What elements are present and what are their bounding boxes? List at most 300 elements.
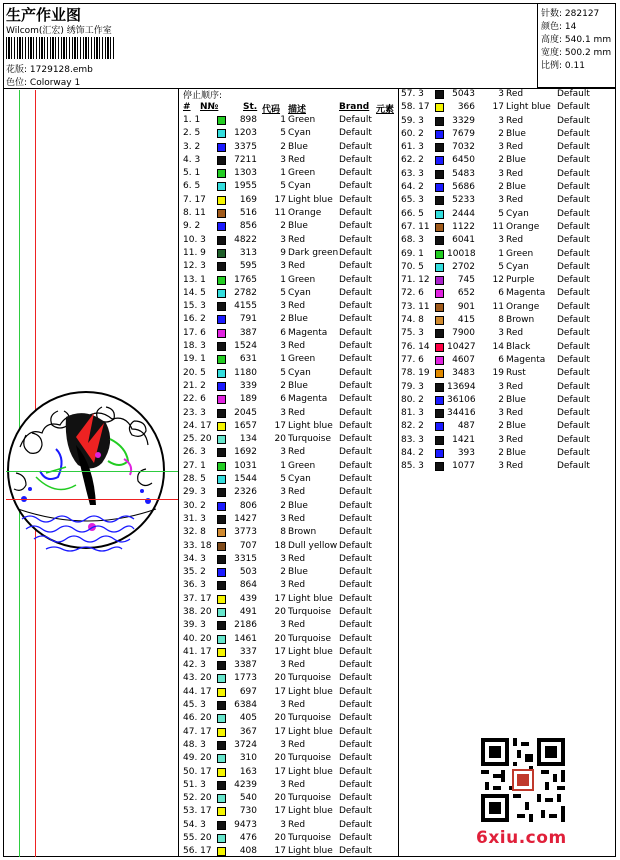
- color-swatch: [217, 821, 226, 830]
- color-description: Cyan: [288, 181, 311, 192]
- color-row: [183, 739, 397, 752]
- color-row: [401, 460, 615, 473]
- color-swatch: [217, 395, 226, 404]
- row-index: 4. 3: [183, 154, 201, 165]
- stitch-count: 310: [239, 753, 257, 764]
- col-header-element: 元素: [376, 105, 395, 115]
- stitch-count: 707: [239, 540, 257, 551]
- row-index: 6. 5: [183, 181, 201, 192]
- row-index: 24. 17: [183, 420, 212, 431]
- row-index: 66. 5: [401, 208, 424, 219]
- row-index: 71. 12: [401, 275, 430, 286]
- color-row: [183, 300, 397, 313]
- color-description: Purple: [506, 275, 535, 286]
- row-index: 80. 2: [401, 394, 424, 405]
- stitch-count: 387: [239, 327, 257, 338]
- color-swatch: [217, 807, 226, 816]
- color-description: Red: [506, 235, 524, 246]
- thread-brand: Default: [339, 407, 372, 418]
- color-swatch: [217, 648, 226, 657]
- color-code: 3: [280, 553, 286, 564]
- color-swatch: [217, 249, 226, 258]
- color-code: 9: [280, 247, 286, 258]
- color-code: 1: [498, 248, 504, 259]
- color-swatch: [217, 635, 226, 644]
- thread-brand: Default: [557, 421, 590, 432]
- color-code: 3: [498, 195, 504, 206]
- row-index: 79. 3: [401, 381, 424, 392]
- stitch-count: 189: [239, 394, 257, 405]
- color-row: [183, 407, 397, 420]
- row-index: 29. 3: [183, 487, 206, 498]
- color-swatch: [435, 143, 444, 152]
- color-code: 2: [280, 567, 286, 578]
- thread-brand: Default: [557, 128, 590, 139]
- studio-name: Wilcom(汇宏) 绣饰工作室: [6, 26, 112, 36]
- color-row: [401, 101, 615, 114]
- row-index: 54. 3: [183, 819, 206, 830]
- stitch-count: 6041: [452, 235, 475, 246]
- color-code: 2: [280, 500, 286, 511]
- stitch-count: 2702: [452, 261, 475, 272]
- qr-code: [481, 738, 565, 822]
- color-swatch: [435, 369, 444, 378]
- color-description: Red: [288, 487, 306, 498]
- stitch-count: 4607: [452, 354, 475, 365]
- row-index: 34. 3: [183, 553, 206, 564]
- color-code: 17: [274, 194, 286, 205]
- color-description: Blue: [288, 141, 308, 152]
- stitch-count: 3773: [234, 527, 257, 538]
- color-description: Blue: [288, 500, 308, 511]
- row-index: 83. 3: [401, 434, 424, 445]
- row-index: 16. 2: [183, 314, 206, 325]
- color-swatch: [435, 289, 444, 298]
- thread-brand: Default: [339, 713, 372, 724]
- color-row: [401, 314, 615, 327]
- color-description: Orange: [506, 301, 540, 312]
- row-index: 43. 20: [183, 673, 212, 684]
- color-row: [183, 180, 397, 193]
- color-row: [183, 646, 397, 659]
- thread-brand: Default: [339, 766, 372, 777]
- color-code: 3: [498, 408, 504, 419]
- row-index: 14. 5: [183, 287, 206, 298]
- stitch-count: 4239: [234, 779, 257, 790]
- color-code: 17: [274, 593, 286, 604]
- thread-brand: Default: [557, 341, 590, 352]
- color-code: 5: [498, 208, 504, 219]
- stitch-count: 1544: [234, 474, 257, 485]
- color-description: Turquoise: [288, 434, 332, 445]
- thread-brand: Default: [339, 779, 372, 790]
- color-code: 6: [498, 288, 504, 299]
- color-code: 8: [498, 315, 504, 326]
- color-code: 17: [274, 646, 286, 657]
- row-index: 40. 20: [183, 633, 212, 644]
- color-code: 11: [492, 221, 504, 232]
- color-description: Cyan: [506, 208, 529, 219]
- row-index: 78. 19: [401, 368, 430, 379]
- stitch-count: 516: [239, 208, 257, 219]
- thread-brand: Default: [339, 633, 372, 644]
- thread-brand: Default: [339, 221, 372, 232]
- color-code: 20: [274, 753, 286, 764]
- color-row: [401, 394, 615, 407]
- stitch-count: 1461: [234, 633, 257, 644]
- thread-brand: Default: [557, 221, 590, 232]
- color-row: [183, 327, 397, 340]
- stitch-count: 491: [239, 606, 257, 617]
- row-index: 67. 11: [401, 221, 430, 232]
- color-code: 1: [280, 354, 286, 365]
- color-swatch: [217, 542, 226, 551]
- color-row: [401, 168, 615, 181]
- stitch-count: 1427: [234, 513, 257, 524]
- color-swatch: [435, 422, 444, 431]
- stitch-count: 5483: [452, 168, 475, 179]
- color-row: [401, 434, 615, 447]
- stitch-count: 9473: [234, 819, 257, 830]
- thread-brand: Default: [339, 593, 372, 604]
- color-description: Orange: [506, 221, 540, 232]
- color-description: Magenta: [288, 394, 328, 405]
- color-description: Turquoise: [288, 793, 332, 804]
- thread-brand: Default: [557, 368, 590, 379]
- design-label: 花版:: [6, 65, 28, 75]
- row-index: 38. 20: [183, 606, 212, 617]
- color-description: Green: [288, 274, 316, 285]
- row-index: 56. 17: [183, 846, 212, 857]
- color-code: 3: [498, 168, 504, 179]
- guide-line-green-horizontal: [6, 471, 178, 472]
- color-row: [183, 593, 397, 606]
- thread-brand: Default: [339, 806, 372, 817]
- color-swatch: [217, 741, 226, 750]
- stitch-count: 367: [239, 726, 257, 737]
- color-row: [401, 221, 615, 234]
- color-code: 5: [280, 367, 286, 378]
- color-swatch: [217, 502, 226, 511]
- thread-brand: Default: [339, 447, 372, 458]
- thread-brand: Default: [557, 115, 590, 126]
- color-code: 3: [280, 487, 286, 498]
- colorway-line: [6, 75, 80, 88]
- color-description: Magenta: [288, 327, 328, 338]
- thread-brand: Default: [339, 434, 372, 445]
- color-code: 3: [498, 328, 504, 339]
- stitch-count: 2782: [234, 287, 257, 298]
- color-description: Light blue: [506, 102, 551, 113]
- color-row: [183, 500, 397, 513]
- color-swatch: [435, 356, 444, 365]
- stitch-count: 415: [457, 315, 475, 326]
- stitch-count: 595: [239, 261, 257, 272]
- row-index: 33. 18: [183, 540, 212, 551]
- color-description: Blue: [506, 182, 526, 193]
- color-row: [401, 88, 615, 101]
- thread-brand: Default: [339, 474, 372, 485]
- color-code: 1: [280, 460, 286, 471]
- stitch-count: 1303: [234, 168, 257, 179]
- stitch-count: 34416: [447, 408, 476, 419]
- color-row: [183, 446, 397, 459]
- color-description: Magenta: [506, 288, 546, 299]
- color-swatch: [217, 116, 226, 125]
- stitch-count: 503: [239, 567, 257, 578]
- color-description: Light blue: [288, 686, 333, 697]
- color-swatch: [217, 794, 226, 803]
- row-index: 52. 20: [183, 793, 212, 804]
- color-description: Green: [506, 248, 534, 259]
- color-code: 3: [280, 819, 286, 830]
- row-index: 55. 20: [183, 833, 212, 844]
- design-file-line: [6, 62, 93, 75]
- row-index: 2. 5: [183, 128, 201, 139]
- color-row: [183, 367, 397, 380]
- stitch-count: 2186: [234, 620, 257, 631]
- color-code: 5: [280, 128, 286, 139]
- thread-brand: Default: [339, 380, 372, 391]
- info-stitches: 针数: 282127: [541, 9, 600, 19]
- color-row: [401, 367, 615, 380]
- row-index: 75. 3: [401, 328, 424, 339]
- color-swatch: [435, 196, 444, 205]
- thread-brand: Default: [339, 141, 372, 152]
- row-index: 10. 3: [183, 234, 206, 245]
- color-code: 2: [280, 221, 286, 232]
- color-swatch: [217, 595, 226, 604]
- thread-brand: Default: [339, 686, 372, 697]
- color-code: 3: [280, 341, 286, 352]
- color-swatch: [217, 302, 226, 311]
- row-index: 50. 17: [183, 766, 212, 777]
- thread-brand: Default: [557, 381, 590, 392]
- color-swatch: [217, 329, 226, 338]
- stitch-count: 163: [239, 766, 257, 777]
- color-code: 3: [498, 142, 504, 153]
- color-description: Cyan: [288, 128, 311, 139]
- row-index: 61. 3: [401, 142, 424, 153]
- stitch-count: 7679: [452, 128, 475, 139]
- stitch-count: 2326: [234, 487, 257, 498]
- color-row: [401, 128, 615, 141]
- color-code: 2: [280, 141, 286, 152]
- color-code: 3: [280, 660, 286, 671]
- color-description: Green: [288, 168, 316, 179]
- color-description: Blue: [288, 567, 308, 578]
- stitch-count: 487: [457, 421, 475, 432]
- color-description: Red: [288, 819, 306, 830]
- color-row: [183, 672, 397, 685]
- color-description: Turquoise: [288, 673, 332, 684]
- color-code: 3: [280, 620, 286, 631]
- color-swatch: [217, 701, 226, 710]
- color-description: Red: [506, 89, 524, 99]
- stitch-count: 10018: [447, 248, 476, 259]
- color-swatch: [217, 196, 226, 205]
- color-code: 8: [280, 527, 286, 538]
- row-index: 1. 1: [183, 115, 201, 125]
- color-swatch: [217, 409, 226, 418]
- thread-brand: Default: [339, 327, 372, 338]
- row-index: 69. 1: [401, 248, 424, 259]
- color-row: [401, 301, 615, 314]
- stitch-count: 2045: [234, 407, 257, 418]
- color-description: Red: [288, 261, 306, 272]
- color-swatch: [217, 209, 226, 218]
- stitch-count: 631: [239, 354, 257, 365]
- row-index: 74. 8: [401, 315, 424, 326]
- color-description: Brown: [506, 315, 535, 326]
- stitch-count: 408: [239, 846, 257, 857]
- row-index: 35. 2: [183, 567, 206, 578]
- color-swatch: [217, 768, 226, 777]
- color-description: Blue: [288, 221, 308, 232]
- color-row: [183, 207, 397, 220]
- color-row: [401, 407, 615, 420]
- stitch-count: 134: [239, 434, 257, 445]
- color-swatch: [435, 103, 444, 112]
- row-index: 42. 3: [183, 660, 206, 671]
- color-description: Blue: [506, 448, 526, 459]
- color-swatch: [217, 528, 226, 537]
- color-row: [183, 566, 397, 579]
- info-colors: 颜色: 14: [541, 22, 577, 32]
- color-row: [401, 420, 615, 433]
- color-code: 2: [280, 314, 286, 325]
- thread-brand: Default: [339, 128, 372, 139]
- color-description: Light blue: [288, 846, 333, 857]
- color-row: [183, 606, 397, 619]
- color-swatch: [217, 781, 226, 790]
- color-description: Red: [288, 513, 306, 524]
- stitch-count: 476: [239, 833, 257, 844]
- color-row: [183, 380, 397, 393]
- row-index: 12. 3: [183, 261, 206, 272]
- stitch-count: 1773: [234, 673, 257, 684]
- color-description: Light blue: [288, 766, 333, 777]
- row-index: 20. 5: [183, 367, 206, 378]
- thread-brand: Default: [557, 448, 590, 459]
- color-swatch: [217, 262, 226, 271]
- row-index: 32. 8: [183, 527, 206, 538]
- color-row: [401, 447, 615, 460]
- thread-brand: Default: [339, 567, 372, 578]
- row-index: 26. 3: [183, 447, 206, 458]
- stitch-count: 864: [239, 580, 257, 591]
- color-description: Cyan: [288, 367, 311, 378]
- color-code: 17: [274, 806, 286, 817]
- thread-brand: Default: [557, 235, 590, 246]
- color-code: 3: [498, 461, 504, 472]
- color-code: 5: [280, 474, 286, 485]
- color-description: Red: [506, 434, 524, 445]
- stitch-count: 1657: [234, 420, 257, 431]
- stitch-count: 439: [239, 593, 257, 604]
- thread-brand: Default: [339, 527, 372, 538]
- color-code: 18: [274, 540, 286, 551]
- color-swatch: [217, 555, 226, 564]
- stitch-count: 856: [239, 221, 257, 232]
- color-swatch: [217, 342, 226, 351]
- page-title: 生产作业图: [6, 6, 82, 24]
- color-row: [183, 845, 397, 858]
- color-code: 20: [274, 713, 286, 724]
- color-swatch: [435, 303, 444, 312]
- color-swatch: [435, 276, 444, 285]
- row-index: 65. 3: [401, 195, 424, 206]
- stitch-count: 1692: [234, 447, 257, 458]
- color-swatch: [217, 129, 226, 138]
- color-code: 3: [280, 513, 286, 524]
- thread-brand: Default: [339, 700, 372, 711]
- color-description: Magenta: [506, 354, 546, 365]
- color-code: 3: [498, 434, 504, 445]
- thread-brand: Default: [339, 500, 372, 511]
- stitch-count: 10427: [447, 341, 476, 352]
- color-code: 12: [492, 275, 504, 286]
- color-description: Blue: [288, 314, 308, 325]
- thread-brand: Default: [339, 287, 372, 298]
- stitch-count: 2444: [452, 208, 475, 219]
- color-code: 17: [492, 102, 504, 113]
- color-row: [183, 260, 397, 273]
- color-swatch: [217, 369, 226, 378]
- thread-brand: Default: [339, 460, 372, 471]
- color-row: [183, 167, 397, 180]
- color-row: [183, 526, 397, 539]
- color-swatch: [217, 289, 226, 298]
- color-code: 3: [280, 261, 286, 272]
- table-column-divider: [398, 88, 399, 857]
- color-row: [401, 208, 615, 221]
- color-code: 3: [280, 739, 286, 750]
- color-code: 5: [280, 287, 286, 298]
- row-index: 5. 1: [183, 168, 201, 179]
- color-code: 5: [498, 261, 504, 272]
- color-row: [401, 248, 615, 261]
- color-row: [401, 194, 615, 207]
- color-code: 17: [274, 686, 286, 697]
- row-index: 8. 11: [183, 208, 206, 219]
- thread-brand: Default: [339, 168, 372, 179]
- row-index: 60. 2: [401, 128, 424, 139]
- color-code: 17: [274, 766, 286, 777]
- thread-brand: Default: [557, 195, 590, 206]
- thread-brand: Default: [339, 274, 372, 285]
- row-index: 72. 6: [401, 288, 424, 299]
- color-swatch: [435, 130, 444, 139]
- thread-brand: Default: [339, 513, 372, 524]
- color-row: [183, 819, 397, 832]
- stitch-count: 540: [239, 793, 257, 804]
- color-code: 3: [280, 447, 286, 458]
- thread-brand: Default: [557, 434, 590, 445]
- stop-sequence-label: 停止顺序:: [183, 91, 223, 101]
- color-row: [183, 752, 397, 765]
- embroidery-design-preview: [6, 377, 166, 563]
- color-description: Light blue: [288, 593, 333, 604]
- color-description: Red: [288, 234, 306, 245]
- thread-brand: Default: [339, 726, 372, 737]
- thread-brand: Default: [339, 660, 372, 671]
- stitch-count: 7032: [452, 142, 475, 153]
- color-swatch: [435, 409, 444, 418]
- color-description: Red: [288, 580, 306, 591]
- color-code: 3: [280, 407, 286, 418]
- watermark: 6xiu.com: [476, 828, 567, 848]
